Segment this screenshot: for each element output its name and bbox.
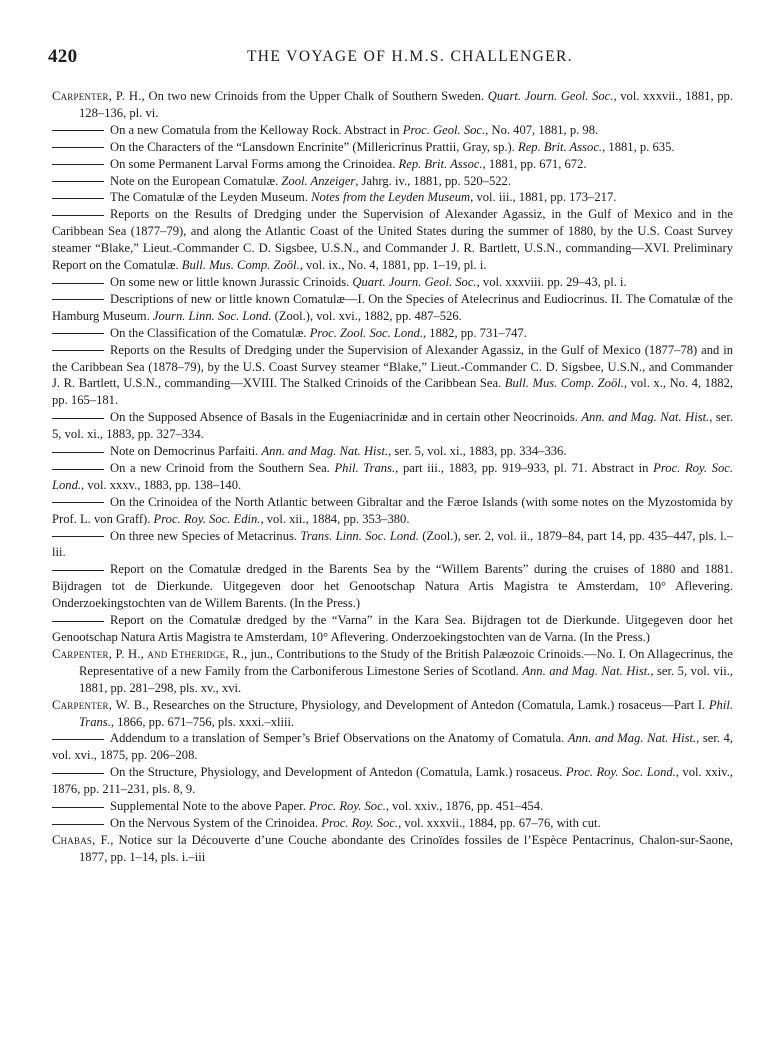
entry-text: , 1882, pp. 731–747.: [422, 325, 527, 340]
entry-journal: Proc. Zool. Soc. Lond.: [309, 325, 423, 340]
bibliography-entry: [52, 494, 733, 528]
bibliography-entry: [52, 646, 733, 697]
entry-text: , vol. xxxvii., 1881, pp. 128–136, pl. vi.: [79, 89, 733, 120]
bibliography-entry: [52, 189, 733, 206]
entry-journal: Ann. and Mag. Nat. Hist.: [522, 663, 651, 678]
entry-text: , 1881, pp. 671, 672.: [482, 156, 587, 171]
entry-journal: Proc. Roy. Soc.: [321, 815, 399, 830]
entry-journal: Phil. Trans.: [79, 697, 733, 729]
bibliography-entry: [52, 730, 733, 764]
entry-journal: Rep. Brit. Assoc.: [398, 156, 483, 171]
entry-text: , vol. ix., No. 4, 1881, pp. 1–19, pl. i.: [299, 258, 487, 273]
bibliography-entry: [52, 815, 733, 832]
entry-text: , vol. xii., 1884, pp. 353–380.: [260, 511, 410, 526]
entry-text: On a new Crinoid from the Southern Sea.: [110, 460, 335, 475]
bibliography-entry: [52, 88, 733, 122]
ditto-dash: [52, 739, 104, 740]
entry-journal: Proc. Roy. Soc. Edin.: [153, 511, 261, 526]
entry-text: On the Structure, Physiology, and Development of Antedon (Comatula, Lamk.) rosaceus.: [110, 765, 566, 780]
entry-text: (Zool.), vol. xvi., 1882, pp. 487–526.: [271, 308, 462, 323]
ditto-dash: [52, 130, 104, 131]
ditto-dash: [52, 418, 104, 419]
entry-journal: Phil. Trans.: [334, 460, 396, 475]
ditto-dash: [52, 773, 104, 774]
bibliography-entry: [52, 612, 733, 646]
entry-text: Descriptions of new or little known Comatulæ—I. On the Species of Atelecrinus and Eudiocrinus. II. The Comatulæ of the Hamburg Museum.: [52, 291, 733, 323]
entry-text: On the Characters of the “Lansdown Encrinite” (Millericrinus Prattii, Gray, sp.).: [110, 139, 519, 154]
entry-text: Researches on the Structure, Physiology, and Development of Antedon (Comatula, Lamk.) rosaceus—Part I.: [149, 697, 709, 712]
entry-text: Report on the Comatulæ dredged by the “Varna” in the Kara Sea. Bijdragen tot de Dierkunde. Uitgegeven door het Genootschap Natura Artis Magistra te Amsterdam, 10° Aflevering. Onderzoekingstochten van de Varna. (In the Press.): [52, 613, 733, 644]
entry-journal: Proc. Roy. Soc. Lond.: [52, 460, 734, 492]
ditto-dash: [52, 333, 104, 334]
bibliography-entry: [52, 139, 733, 156]
entry-text: On two new Crinoids from the Upper Chalk of Southern Sweden.: [144, 89, 488, 103]
bibliography-entry: [52, 173, 733, 190]
entry-journal: Notes from the Leyden Museum: [311, 190, 471, 205]
entry-text: The Comatulæ of the Leyden Museum.: [110, 190, 312, 205]
bibliography-entry: [52, 291, 733, 325]
bibliography-entry: [52, 409, 733, 443]
entry-journal: Proc. Roy. Soc.: [309, 799, 386, 814]
entry-text: On three new Species of Metacrinus.: [110, 528, 301, 543]
ditto-dash: [52, 807, 104, 808]
entry-text: Reports on the Results of Dredging under the Supervision of Alexander Agassiz, in the Gulf of Mexico (1877–78) and in the Caribbean Sea (1878–79), by the U.S. Coast Survey steamer “Blake,” Lieut.-Commander C. D. Sigsbee, U.S.N., and Commander J. R. Bartlett, U.S.N., commanding—XVIII. The Stalked Crinoids of the Caribbean Sea.: [52, 342, 733, 391]
entry-text: Reports on the Results of Dredging under the Supervision of Alexander Agassiz, in the Gulf of Mexico and in the Caribbean Sea (1877–79), and along the Atlantic Coast of the United States during the summer of 1880, by the U.S. Coast Survey steamer “Blake,” Lieut.-Commander C. D. Sigsbee, U.S.N., and Commander J. R. Bartlett, U.S.N., commanding—XVI. Preliminary Report on the Comatulæ.: [52, 207, 733, 273]
ditto-dash: [52, 181, 104, 182]
entry-journal: Zool. Anzeiger: [281, 173, 356, 188]
ditto-dash: [52, 536, 104, 537]
entry-text: , vol. xxxviii. pp. 29–43, pl. i.: [476, 274, 627, 289]
entry-text: , ser. 4, vol. xvi., 1875, pp. 206–208.: [52, 731, 734, 763]
entry-text: On a new Comatula from the Kelloway Rock. Abstract in: [110, 122, 403, 137]
entry-text: Supplemental Note to the above Paper.: [110, 799, 310, 814]
entry-journal: Bull. Mus. Comp. Zoöl.: [504, 376, 624, 391]
bibliography-entry: [52, 528, 733, 562]
ditto-dash: [52, 469, 104, 470]
entry-text: Addendum to a translation of Semper’s Brief Observations on the Anatomy of Comatula.: [110, 731, 568, 746]
ditto-dash: [52, 502, 104, 503]
bibliography-list: [52, 88, 733, 866]
bibliography-entry: [52, 764, 733, 798]
ditto-dash: [52, 198, 104, 199]
entry-text: , vol. xxiv., 1876, pp. 451–454.: [385, 799, 544, 814]
bibliography-entry: [52, 798, 733, 815]
entry-author: Chabas, F.,: [52, 832, 114, 847]
ditto-dash: [52, 824, 104, 825]
bibliography-entry: [52, 697, 733, 731]
bibliography-entry: [52, 342, 733, 410]
entry-text: jun., Contributions to the Study of the British Palæozoic Crinoids.—No. I. On Allagecrinus, the Representative of a new Family from the Carboniferous Limestone Series of Scotland.: [79, 646, 733, 678]
entry-text: , vol. x., No. 4, 1882, pp. 165–181.: [52, 376, 734, 408]
page-header: [48, 46, 732, 68]
entry-text: Report on the Comatulæ dredged in the Barents Sea by the “Willem Barents” during the cruises of 1880 and 1881. Bijdragen tot de Dierkunde. Uitgegeven door het Genootschap Natura Artis Magistra te Amsterdam, 10° Aflevering. Onderzoekingstochten van de Willem Barents. (In the Press.): [52, 562, 733, 611]
bibliography-entry: [52, 156, 733, 173]
bibliography-entry: [52, 274, 733, 291]
entry-journal: Journ. Linn. Soc. Lond.: [152, 308, 272, 323]
entry-author: Carpenter, W. B.,: [52, 697, 150, 712]
entry-journal: Bull. Mus. Comp. Zoöl.: [181, 258, 300, 273]
entry-journal: Quart. Journ. Geol. Soc.: [487, 89, 614, 103]
running-title: THE VOYAGE OF H.M.S. CHALLENGER.: [246, 48, 574, 65]
bibliography-entry: [52, 325, 733, 342]
ditto-dash: [52, 283, 104, 284]
ditto-dash: [52, 621, 104, 622]
entry-text: On the Crinoidea of the North Atlantic between Gibraltar and the Færoe Islands (with some notes on the Myzostomida by Prof. L. von Graff).: [52, 494, 733, 526]
entry-text: On some Permanent Larval Forms among the Crinoidea.: [110, 156, 399, 171]
entry-text: , ser. 5, vol. xi., 1883, pp. 327–334.: [52, 410, 734, 442]
entry-journal: Trans. Linn. Soc. Lond.: [300, 528, 419, 543]
entry-journal: Ann. and Mag. Nat. Hist.: [581, 410, 710, 425]
entry-text: Note on the European Comatulæ.: [110, 173, 282, 188]
entry-text: On the Classification of the Comatulæ.: [110, 325, 310, 340]
entry-text: On the Supposed Absence of Basals in the Eugeniacrinidæ and in certain other Neocrinoids.: [110, 410, 582, 425]
ditto-dash: [52, 570, 104, 571]
entry-text: On some new or little known Jurassic Crinoids.: [110, 274, 353, 289]
ditto-dash: [52, 452, 104, 453]
bibliography-entry: [52, 206, 733, 274]
entry-text: (Zool.), ser. 2, vol. ii., 1879–84, part 14, pp. 435–447, pls. l.–lii.: [52, 528, 734, 560]
ditto-dash: [52, 215, 104, 216]
entry-text: , Jahrg. iv., 1881, pp. 520–522.: [355, 173, 511, 188]
bibliography-entry: [52, 832, 733, 866]
entry-journal: Proc. Roy. Soc. Lond.: [565, 765, 676, 780]
entry-text: , No. 407, 1881, p. 98.: [485, 122, 599, 137]
entry-journal: Rep. Brit. Assoc.: [518, 139, 603, 154]
entry-text: , ser. 5, vol. xi., 1883, pp. 334–336.: [388, 444, 567, 459]
entry-journal: Proc. Geol. Soc.: [402, 122, 486, 137]
bibliography-entry: [52, 561, 733, 612]
entry-text: , 1881, p. 635.: [602, 139, 675, 154]
ditto-dash: [52, 299, 104, 300]
entry-text: Notice sur la Découverte d’une Couche abondante des Crinoïdes fossiles de l’Espèce Pentacrinus, Chalon-sur-Saone, 1877, pp. 1–14, pls. i.–iii: [79, 832, 733, 864]
entry-text: On the Nervous System of the Crinoidea.: [110, 815, 322, 830]
entry-text: , vol. iii., 1881, pp. 173–217.: [470, 190, 617, 205]
bibliography-entry: [52, 443, 733, 460]
bibliography-entry: [52, 122, 733, 139]
ditto-dash: [52, 147, 104, 148]
entry-text: , 1866, pp. 671–756, pls. xxxi.–xliii.: [110, 714, 295, 729]
entry-text: Note on Democrinus Parfaiti.: [110, 444, 262, 459]
entry-journal: Quart. Journ. Geol. Soc.: [352, 274, 477, 289]
entry-journal: Ann. and Mag. Nat. Hist.: [567, 731, 697, 746]
entry-text: , vol. xxiv., 1876, pp. 211–231, pls. 8, 9.: [52, 765, 734, 797]
ditto-dash: [52, 350, 104, 351]
entry-author: Carpenter, P. H., and Etheridge, R.,: [52, 646, 248, 661]
entry-author: Carpenter, P. H.,: [52, 89, 145, 103]
entry-text: , part iii., 1883, pp. 919–933, pl. 71. Abstract in: [395, 460, 654, 475]
entry-journal: Ann. and Mag. Nat. Hist.: [261, 444, 389, 459]
ditto-dash: [52, 164, 104, 165]
entry-text: , vol. xxxvii., 1884, pp. 67–76, with cut.: [398, 815, 601, 830]
page-number: 420: [48, 46, 78, 67]
bibliography-entry: [52, 460, 733, 494]
entry-text: , vol. xxxv., 1883, pp. 138–140.: [81, 477, 242, 492]
entry-text: , ser. 5, vol. vii., 1881, pp. 281–298, pls. xv., xvi.: [79, 663, 733, 695]
